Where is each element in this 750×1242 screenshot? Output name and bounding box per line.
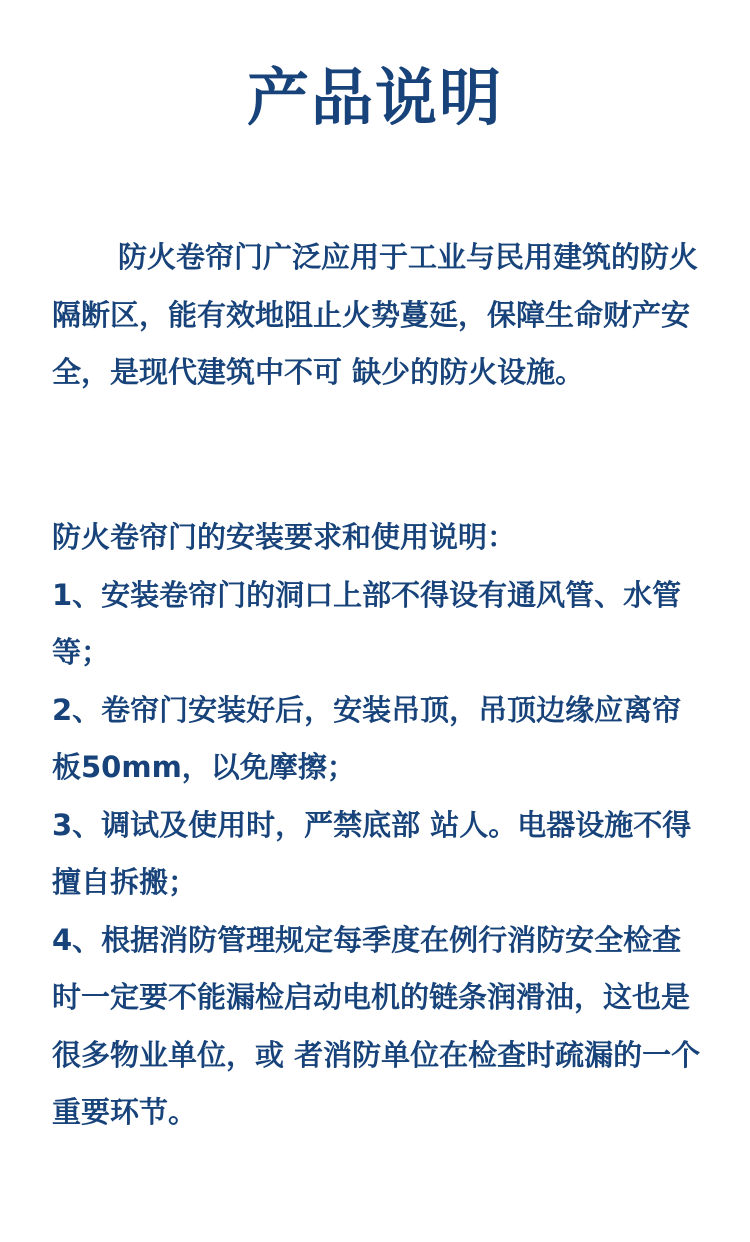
instruction-item-2: 2、卷帘门安装好后，安装吊顶，吊顶边缘应离帘板50mm，以免摩擦； (52, 692, 682, 784)
instruction-item-3: 3、调试及使用时，严禁底部 站人。电器设施不得擅自拆搬； (52, 807, 692, 899)
instructions-heading: 防火卷帘门的安装要求和使用说明： (52, 520, 517, 554)
instructions-section (52, 509, 702, 1142)
instruction-item-1: 1、安装卷帘门的洞口上部不得设有通风管、水管等； (52, 577, 682, 669)
intro-paragraph: 防火卷帘门广泛应用于工业与民用建筑的防火隔断区，能有效地阻止火势蔓延，保障生命财产安全，是现代建筑中不可 缺少的防火设施。 (52, 240, 699, 389)
page-title: 产品说明 (246, 61, 503, 134)
instruction-item-4: 4、根据消防管理规定每季度在例行消防安全检查时一定要不能漏检启动电机的链条润滑油，这也是很多物业单位，或 者消防单位在检查时疏漏的一个重要环节。 (52, 922, 701, 1129)
